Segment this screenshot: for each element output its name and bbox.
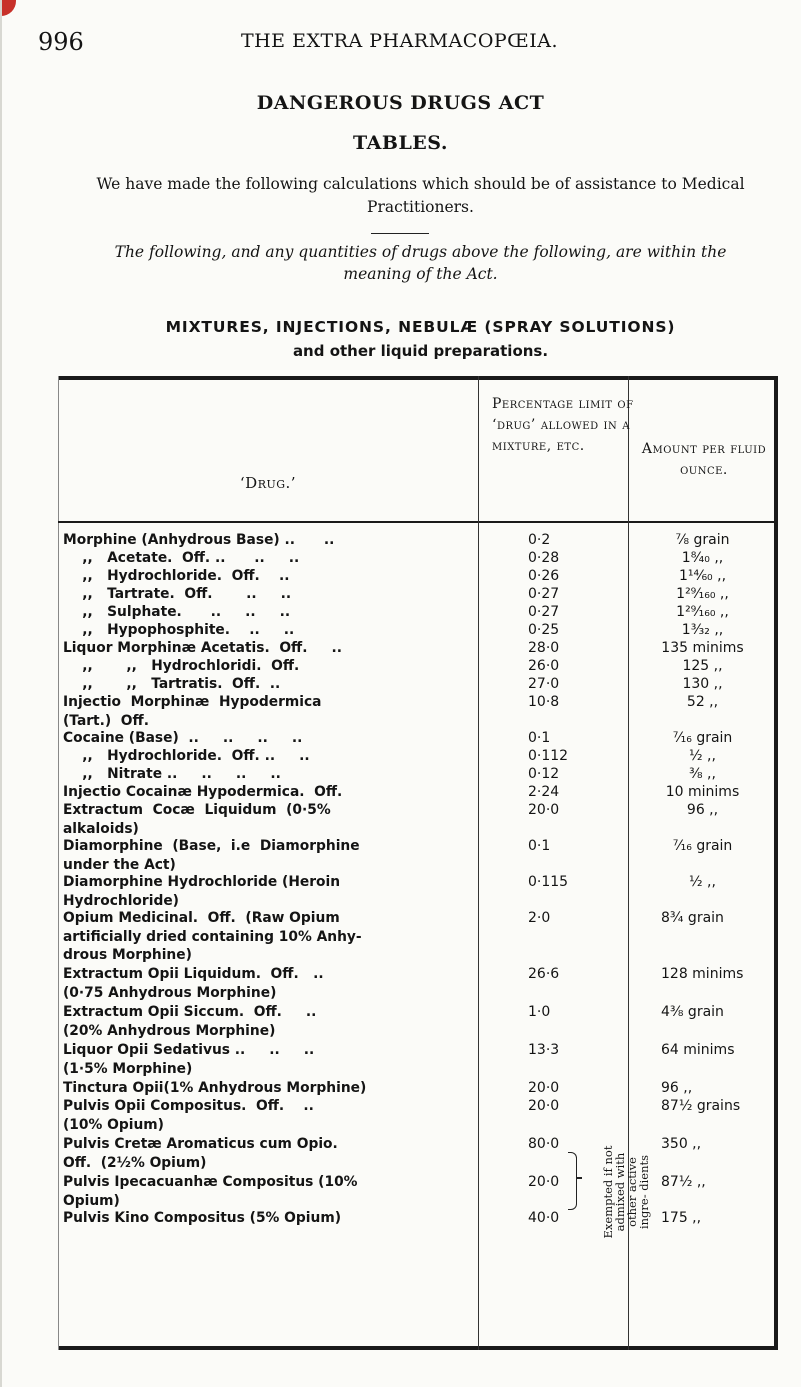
drug-name-cell: ,, Sulphate. .. .. ..	[63, 604, 291, 620]
running-title: THE EXTRA PHARMACOPŒIA.	[240, 30, 559, 52]
amount-per-ounce-cell: 8¾ grain	[661, 910, 724, 926]
percentage-limit-cell: 40·0	[528, 1210, 560, 1226]
act-title: DANGEROUS DRUGS ACT	[256, 92, 545, 114]
percentage-limit-cell: 0·28	[528, 550, 560, 566]
drug-name-cell: Pulvis Kino Compositus (5% Opium)	[63, 1210, 342, 1226]
drug-name-cell: ,, Hypophosphite. .. ..	[63, 622, 295, 638]
percentage-limit-cell: 20·0	[528, 1080, 560, 1096]
page-corner-mark	[0, 0, 24, 24]
percentage-limit-cell: 26·6	[528, 966, 560, 982]
drug-name-cell: ,, ,, Hydrochloridi. Off.	[63, 658, 300, 674]
drug-name-cell: Opium Medicinal. Off. (Raw Opium artificially dried containing 10% Anhy- drous Morphine)	[63, 910, 362, 963]
column-header-percentage: Percentage limit of ‘drug’ allowed in a mixture, etc.	[492, 396, 634, 454]
drug-name-cell: Pulvis Cretæ Aromaticus cum Opio. Off. (2½% Opium)	[63, 1136, 338, 1171]
act-subtitle: TABLES.	[353, 132, 448, 154]
drug-name-cell: ,, Nitrate .. .. .. ..	[63, 766, 281, 782]
amount-per-ounce-cell: 1³⁄₃₂ ,,	[681, 622, 724, 638]
column-header-amount: Amount per fluid ounce.	[641, 441, 767, 478]
table-top-border	[58, 376, 778, 380]
drug-name-cell: ,, ,, Tartratis. Off. ..	[63, 676, 281, 692]
amount-per-ounce-cell: 96 ,,	[661, 1080, 693, 1096]
percentage-limit-cell: 20·0	[528, 1174, 560, 1190]
amount-per-ounce-cell: 10 minims	[665, 784, 740, 800]
column-header-drug: ‘Drug.’	[239, 474, 297, 492]
amount-per-ounce-cell: ⅞ grain	[675, 532, 730, 548]
percentage-limit-cell: 0·112	[528, 748, 569, 764]
percentage-limit-cell: 0·27	[528, 586, 560, 602]
drug-name-cell: Extractum Opii Siccum. Off. .. (20% Anhydrous Morphine)	[63, 1004, 317, 1039]
amount-per-ounce-cell: 175 ,,	[661, 1210, 702, 1226]
percentage-limit-cell: 1·0	[528, 1004, 551, 1020]
drug-name-cell: ,, Hydrochloride. Off. .. ..	[63, 748, 310, 764]
amount-per-ounce-cell: 1²⁹⁄₁₆₀ ,,	[676, 604, 729, 620]
table-column-divider	[478, 376, 479, 1350]
amount-per-ounce-cell: ⅜ ,,	[689, 766, 716, 782]
percentage-limit-cell: 26·0	[528, 658, 560, 674]
drug-name-cell: ,, Acetate. Off. .. .. ..	[63, 550, 300, 566]
table-header-separator	[58, 521, 778, 523]
percentage-limit-cell: 0·1	[528, 730, 551, 746]
drug-name-cell: ,, Hydrochloride. Off. ..	[63, 568, 290, 584]
drug-name-cell: Diamorphine (Base, i.e Diamorphine under the Act)	[63, 838, 360, 873]
divider-rule	[371, 233, 429, 234]
dangerous-drugs-table	[58, 376, 778, 1350]
drug-name-cell: Diamorphine Hydrochloride (Heroin Hydrochloride)	[63, 874, 341, 909]
drug-name-cell: Cocaine (Base) .. .. .. ..	[63, 730, 303, 746]
amount-per-ounce-cell: 4⅜ grain	[661, 1004, 724, 1020]
amount-per-ounce-cell: ½ ,,	[689, 748, 716, 764]
act-note: The following, and any quantities of drugs above the following, are within the meaning of the Act.	[114, 243, 727, 283]
percentage-limit-cell: 20·0	[528, 1098, 560, 1114]
amount-per-ounce-cell: 135 minims	[661, 640, 744, 656]
amount-per-ounce-cell: ⁷⁄₁₆ grain	[672, 730, 733, 746]
drug-name-cell: Liquor Opii Sedativus .. .. .. (1·5% Morphine)	[63, 1042, 315, 1077]
amount-per-ounce-cell: 1²⁹⁄₁₆₀ ,,	[676, 586, 729, 602]
exempted-note: Exempted if not admixed with other active ingre- dients	[601, 1145, 651, 1239]
amount-per-ounce-cell: 87½ grains	[661, 1098, 741, 1114]
amount-per-ounce-cell: 1⁸⁄₄₀ ,,	[681, 550, 724, 566]
drug-name-cell: Pulvis Ipecacuanhæ Compositus (10% Opium)	[63, 1174, 358, 1209]
section-title: MIXTURES, INJECTIONS, NEBULÆ (SPRAY SOLUTIONS)	[165, 318, 676, 336]
amount-per-ounce-cell: 125 ,,	[682, 658, 723, 674]
drug-name-cell: Morphine (Anhydrous Base) .. ..	[63, 532, 335, 548]
percentage-limit-cell: 2·0	[528, 910, 551, 926]
page-edge-shadow	[0, 0, 2, 1387]
amount-per-ounce-cell: 87½ ,,	[661, 1174, 706, 1190]
intro-paragraph: We have made the following calculations which should be of assistance to Medical Practitioners.	[96, 175, 745, 216]
amount-per-ounce-cell: 350 ,,	[661, 1136, 702, 1152]
percentage-limit-cell: 0·1	[528, 838, 551, 854]
drug-name-cell: Extractum Cocæ Liquidum (0·5% alkaloids)	[63, 802, 331, 837]
percentage-limit-cell: 0·115	[528, 874, 569, 890]
percentage-limit-cell: 10·8	[528, 694, 560, 710]
percentage-limit-cell: 28·0	[528, 640, 560, 656]
amount-per-ounce-cell: 64 minims	[661, 1042, 735, 1058]
drug-name-cell: Injectio Morphinæ Hypodermica (Tart.) Off.	[63, 694, 322, 729]
percentage-limit-cell: 0·26	[528, 568, 560, 584]
percentage-limit-cell: 20·0	[528, 802, 560, 818]
drug-name-cell: Tinctura Opii(1% Anhydrous Morphine)	[63, 1080, 367, 1096]
percentage-limit-cell: 0·2	[528, 532, 551, 548]
drug-name-cell: Extractum Opii Liquidum. Off. .. (0·75 Anhydrous Morphine)	[63, 966, 324, 1001]
drug-name-cell: Pulvis Opii Compositus. Off. .. (10% Opium)	[63, 1098, 314, 1133]
amount-per-ounce-cell: ⁷⁄₁₆ grain	[672, 838, 733, 854]
percentage-limit-cell: 2·24	[528, 784, 560, 800]
drug-name-cell: Liquor Morphinæ Acetatis. Off. ..	[63, 640, 342, 656]
page-number: 996	[38, 28, 84, 56]
percentage-limit-cell: 0·12	[528, 766, 560, 782]
drug-name-cell: ,, Tartrate. Off. .. ..	[63, 586, 292, 602]
percentage-limit-cell: 0·27	[528, 604, 560, 620]
section-subtitle: and other liquid preparations.	[292, 342, 549, 360]
amount-per-ounce-cell: 130 ,,	[682, 676, 723, 692]
percentage-limit-cell: 80·0	[528, 1136, 560, 1152]
amount-per-ounce-cell: 128 minims	[661, 966, 744, 982]
amount-per-ounce-cell: ½ ,,	[689, 874, 716, 890]
amount-per-ounce-cell: 96 ,,	[686, 802, 719, 818]
page-header	[38, 28, 761, 58]
amount-per-ounce-cell: 1¹⁴⁄₆₀ ,,	[678, 568, 727, 584]
percentage-limit-cell: 13·3	[528, 1042, 560, 1058]
percentage-limit-cell: 27·0	[528, 676, 560, 692]
table-bottom-border	[58, 1346, 778, 1350]
amount-per-ounce-cell: 52 ,,	[686, 694, 719, 710]
percentage-limit-cell: 0·25	[528, 622, 560, 638]
drug-name-cell: Injectio Cocainæ Hypodermica. Off.	[63, 784, 343, 800]
